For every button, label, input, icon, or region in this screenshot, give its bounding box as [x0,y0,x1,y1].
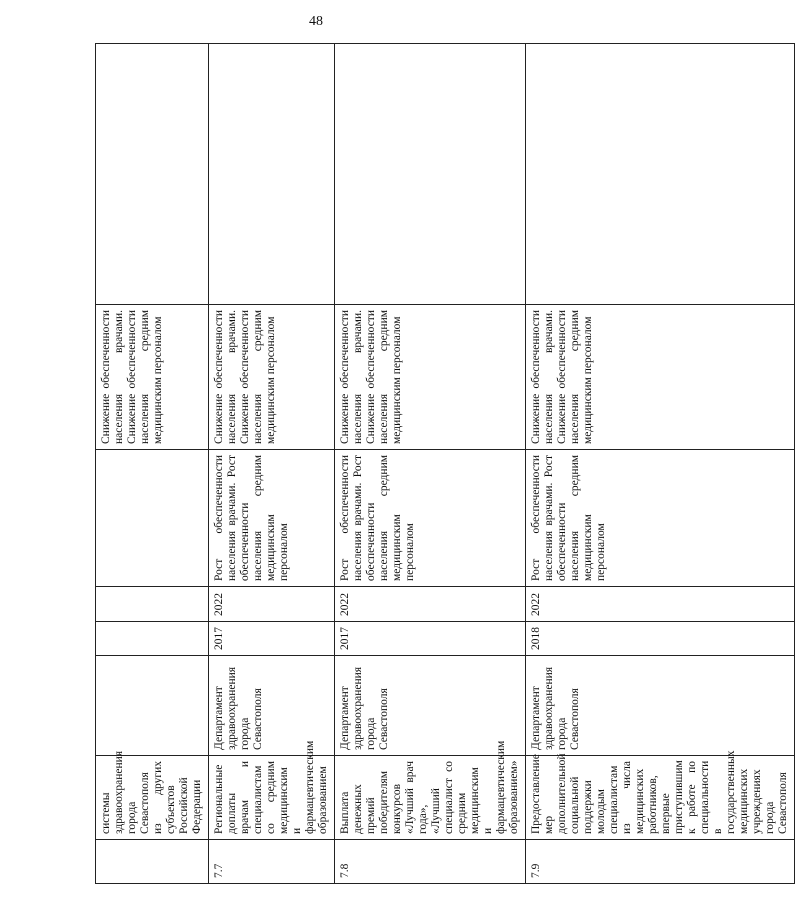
row-number-cell: 7.8 [335,840,526,884]
indicator-cell [526,44,795,305]
indicator-cell [209,44,335,305]
table-row [526,44,795,884]
table-row [209,44,335,884]
effect-cell: Снижение обеспеченности населения врачами. Снижение обеспеченности населения средним медицинским персоналом [209,305,335,450]
measures-table [95,43,795,884]
row-number-cell: 7.9 [526,840,795,884]
page-number: 48 [309,14,323,29]
effect-cell: Снижение обеспеченности населения врачами. Снижение обеспеченности населения средним медицинским персоналом [335,305,526,450]
result-cell [96,450,209,587]
rotated-table [95,44,789,884]
effect-cell: Снижение обеспеченности населения врачами. Снижение обеспеченности населения средним медицинским персоналом [96,305,209,450]
start-year-cell: 2017 [335,622,526,656]
row-number-cell: 7.7 [209,840,335,884]
end-year-cell: 2022 [526,587,795,622]
action-cell: системы здравоохранения города Севастополя из других субъектов Российской Федерации [96,756,209,840]
start-year-cell: 2018 [526,622,795,656]
end-year-cell [96,587,209,622]
effect-cell: Снижение обеспеченности населения врачами. Снижение обеспеченности населения средним медицинским персоналом [526,305,795,450]
end-year-cell: 2022 [209,587,335,622]
action-cell: Региональные доплаты врачам и специалистам со средним медицинским и фармацевтическим образованием [209,756,335,840]
action-cell: Выплата денежных премий победителям конкурсов «Лучший врач года», «Лучший специалист со средним медицинским и фармацевтическим образованием» [335,756,526,840]
indicator-cell [335,44,526,305]
table-row [335,44,526,884]
result-cell: Рост обеспеченности населения врачами. Рост обеспеченности населения средним медицинским персоналом [335,450,526,587]
indicator-cell [96,44,209,305]
responsible-cell [96,656,209,756]
row-number-cell [96,840,209,884]
result-cell: Рост обеспеченности населения врачами. Рост обеспеченности населения средним медицинским персоналом [526,450,795,587]
table-row [96,44,209,884]
rotated-table-container [95,44,789,884]
start-year-cell [96,622,209,656]
end-year-cell: 2022 [335,587,526,622]
action-cell: Предоставление мер дополнительной социальной поддержки молодым специалистам из числа медицинских работников, впервые приступившим к работе по специальности в государственных медицинских учреждениях города Севастополя [526,756,795,840]
start-year-cell: 2017 [209,622,335,656]
responsible-cell: Департамент здравоохранения города Севастополя [209,656,335,756]
responsible-cell: Департамент здравоохранения города Севастополя [335,656,526,756]
result-cell: Рост обеспеченности населения врачами. Рост обеспеченности населения средним медицинским персоналом [209,450,335,587]
responsible-cell: Департамент здравоохранения города Севастополя [526,656,795,756]
